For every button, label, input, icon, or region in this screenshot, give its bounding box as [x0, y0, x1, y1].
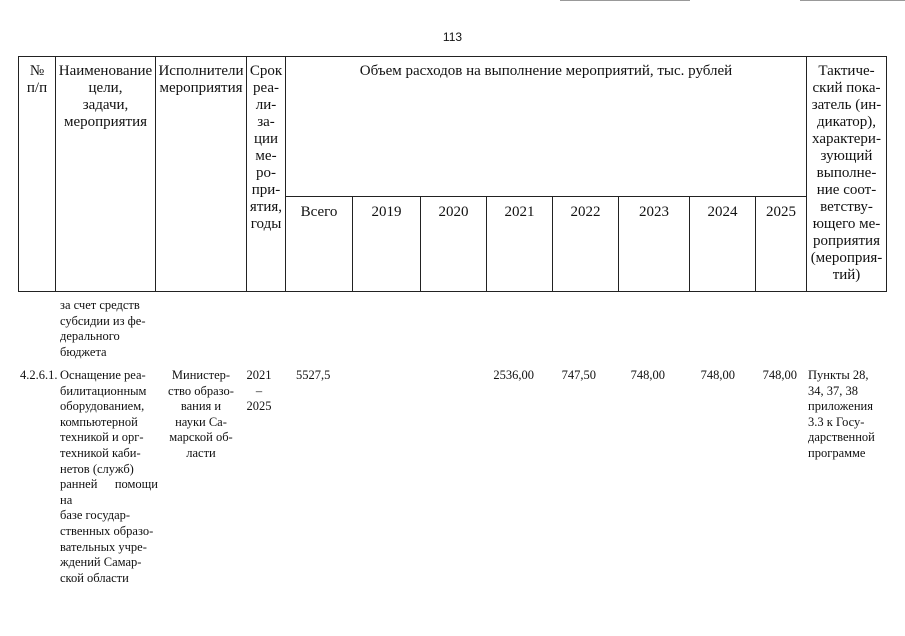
row-value-2024: 748,00: [700, 368, 735, 382]
table-rule: [18, 291, 887, 292]
row-value-2021: 2536,00: [493, 368, 534, 382]
table-rule: [285, 56, 286, 292]
header-year-2022: 2022: [570, 204, 601, 220]
header-executors: Исполнители мероприятия: [158, 63, 244, 96]
header-year-2019: 2019: [371, 204, 402, 220]
row-name: Оснащение реа- билитационным оборудованием, компьютерной техникой и орг- техникой каби- нетов (служб) ранней помощи на базе государ- ственных образо- вательных учре- ждений Самар- ской области: [60, 368, 158, 585]
page-number: 113: [442, 30, 463, 44]
header-term: Срок реа- ли- за- ции ме- ро- при- ятия, годы: [249, 63, 283, 232]
row-indicator: Пункты 28, 34, 37, 38 приложения 3.3 к Госу- дарственной программе: [808, 368, 875, 460]
row-executor: Министер- ство образо- вания и науки Са- марской об- ласти: [168, 368, 234, 460]
table-rule: [18, 56, 887, 57]
table-rule: [886, 56, 887, 292]
header-year-2021: 2021: [504, 204, 535, 220]
table-header: [0, 0, 905, 300]
row-value-2025: 748,00: [762, 368, 797, 382]
row-total: 5527,5: [296, 368, 331, 382]
row-term: 2021 – 2025: [246, 368, 272, 414]
header-total: Всего: [300, 204, 338, 220]
header-expenses: Объем расходов на выполнение мероприятий, тыс. рублей: [359, 63, 733, 79]
header-year-2020: 2020: [438, 204, 469, 220]
header-year-2025: 2025: [766, 204, 796, 220]
row-value-2022: 747,50: [561, 368, 596, 382]
header-number: № п/п: [26, 63, 48, 96]
header-year-2023: 2023: [639, 204, 669, 220]
row-number: 4.2.6.1.: [20, 368, 58, 382]
continuation-text: за счет средств субсидии из фе- дерального бюджета: [60, 298, 146, 359]
header-name: Наименование цели, задачи, мероприятия: [58, 63, 153, 130]
row-value-2023: 748,00: [630, 368, 665, 382]
header-year-2024: 2024: [707, 204, 738, 220]
table-rule: [285, 196, 806, 197]
header-indicator: Тактиче- ский пока- затель (ин- дикатор), характери- зующий выполне- ние соот- ветству- ющего ме- роприятия (мероприя- тий): [810, 63, 883, 283]
